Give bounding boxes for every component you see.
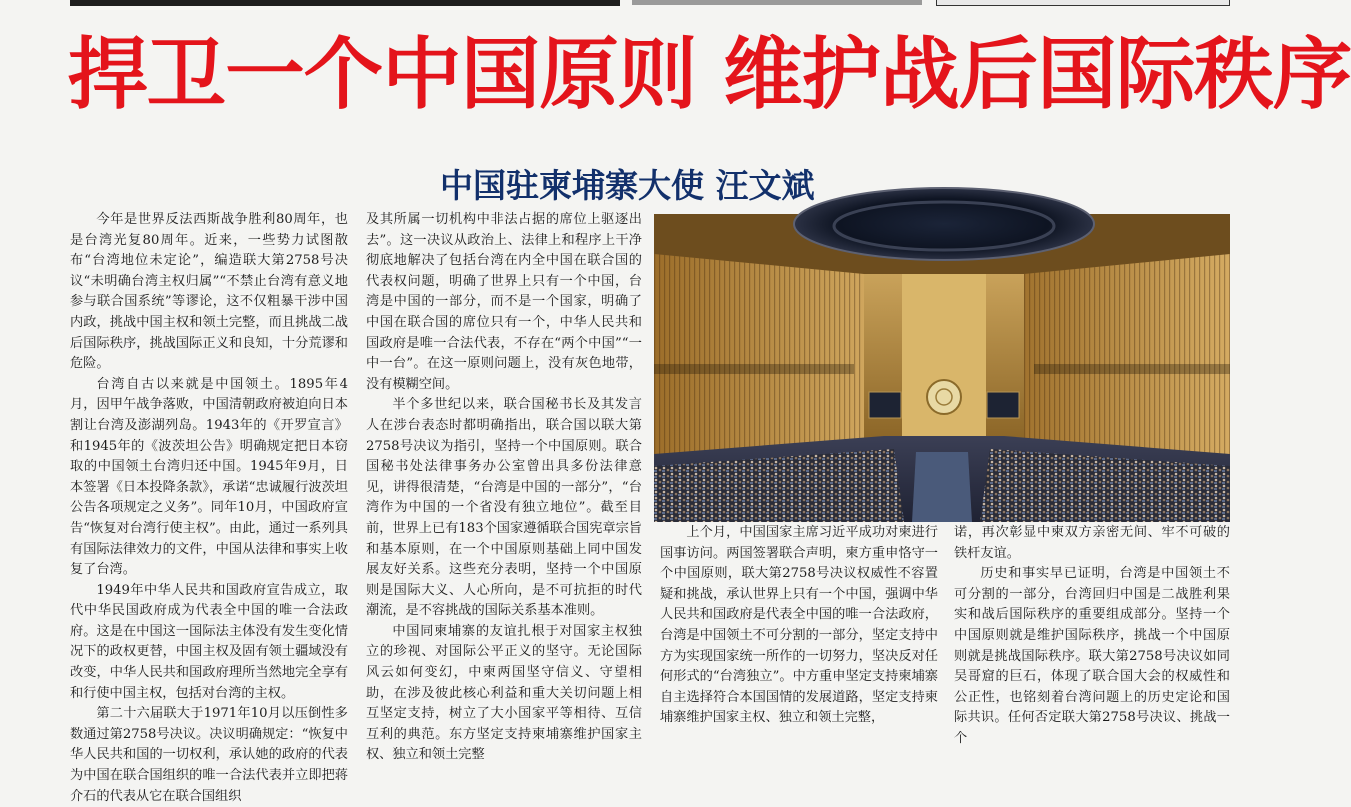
paragraph: 及其所属一切机构中非法占据的席位上驱逐出去”。这一决议从政治上、法律上和程序上干净彻底地解决了包括台湾在内全中国在联合国的代表权问题，明确了世界上只有一个中国，台湾是中国的一部分，而不是一个国家，明确了中国在联合国的席位只有一个，中华人民共和国政府是唯一合法代表，不存在“两个中国”“一中一台”。在这一原则问题上，没有灰色地带，没有模糊空间。 xyxy=(366,212,642,392)
top-rule-mid xyxy=(632,0,922,5)
photo-illustration xyxy=(654,214,1230,522)
paragraph: 历史和事实早已证明，台湾是中国领土不可分割的一部分，台湾回归中国是二战胜利果实和战后国际秩序的重要组成部分。坚持一个中国原则就是维护国际秩序，挑战一个中国原则就是挑战国际秩序。联大第2758号决议如同吴哥窟的巨石，体现了联合国大会的权威性和公正性，也铭刻着台湾问题上的历史定论和国际共识。任何否定联大第2758号决议、挑战一个 xyxy=(954,566,1230,746)
paragraph: 台湾自古以来就是中国领土。1895年4月，因甲午战争落败，中国清朝政府被迫向日本割让台湾及澎湖列岛。1943年的《开罗宣言》和1945年的《波茨坦公告》明确规定把日本窃取的中国领土台湾归还中国。1945年9月，日本签署《日本投降条款》，承诺“忠诚履行波茨坦公告各项规定之义务”。同年10月，中国政府宣告“恢复对台湾行使主权”。由此，通过一系列具有国际法律效力的文件，中国从法律和事实上收复了台湾。 xyxy=(70,376,348,578)
headline: 捍卫一个中国原则 维护战后国际秩序 xyxy=(68,30,1351,120)
paragraph: 诺，再次彰显中柬双方亲密无间、牢不可破的铁杆友谊。 xyxy=(954,525,1230,561)
paragraph: 中国同柬埔寨的友谊扎根于对国家主权独立的珍视、对国际公平正义的坚守。无论国际风云如何变幻，中柬两国坚守信义、守望相助，在涉及彼此核心利益和重大关切问题上相互坚定支持，树立了大小国家平等相待、互信互利的典范。东方坚定支持柬埔寨维护国家主权、独立和领土完整 xyxy=(366,623,642,763)
top-header-box xyxy=(936,0,1230,6)
paragraph: 今年是世界反法西斯战争胜利80周年，也是台湾光复80周年。近来，一些势力试图散布“台湾地位未定论”，编造联大第2758号决议“未明确台湾主权归属”“不禁止台湾有意义地参与联合国系统”等谬论，这不仅粗暴干涉中国内政，挑战中国主权和领土完整，而且挑战二战后国际秩序，挑战国际正义和良知，十分荒谬和危险。 xyxy=(70,212,348,372)
paragraph: 第二十六届联大于1971年10月以压倒性多数通过第2758号决议。决议明确规定：“恢复中华人民共和国的一切权利，承认她的政府的代表为中国在联合国组织的唯一合法代表并立即把蒋介石的代表从它在联合国组织 xyxy=(70,706,348,804)
article-column-2 xyxy=(366,210,642,763)
un-general-assembly-photo xyxy=(654,214,1230,522)
paragraph: 上个月，中国国家主席习近平成功对柬进行国事访问。两国签署联合声明，柬方重申恪守一个中国原则，联大第2758号决议权威性不容置疑和挑战，承认世界上只有一个中国，强调中华人民共和国政府是代表全中国的唯一合法政府，台湾是中国领土不可分割的一部分，坚定支持中方为实现国家统一所作的一切努力，坚决反对任何形式的“台湾独立”。中方重申坚定支持柬埔寨自主选择符合本国国情的发展道路，坚定支持柬埔寨维护国家主权、独立和领土完整， xyxy=(660,525,938,726)
paragraph: 半个多世纪以来，联合国秘书长及其发言人在涉台表态时都明确指出，联合国以联大第2758号决议为指引，坚持一个中国原则。联合国秘书处法律事务办公室曾出具多份法律意见，讲得很清楚，“台湾是中国的一部分”，“台湾作为中国的一个省没有独立地位”。截至目前，世界上已有183个国家遵循联合国宪章宗旨和基本原则，在一个中国原则基础上同中国发展友好关系。这些充分表明，坚持一个中国原则是国际大义、人心所向，是不可抗拒的时代潮流，是不容挑战的国际关系基本准则。 xyxy=(366,397,642,619)
article-column-3 xyxy=(660,523,938,726)
top-rule-left xyxy=(70,0,620,6)
paragraph: 1949年中华人民共和国政府宣告成立，取代中华民国政府成为代表全中国的唯一合法政府。这是在中国这一国际法主体没有发生变化情况下的政权更替，中国主权及固有领土疆域没有改变，中华人民共和国政府理所当然地完全享有和行使中国主权，包括对台湾的主权。 xyxy=(70,582,348,701)
article-column-1 xyxy=(70,210,348,804)
byline: 中国驻柬埔寨大使 汪文斌 xyxy=(440,166,815,205)
article-column-4 xyxy=(954,523,1230,746)
